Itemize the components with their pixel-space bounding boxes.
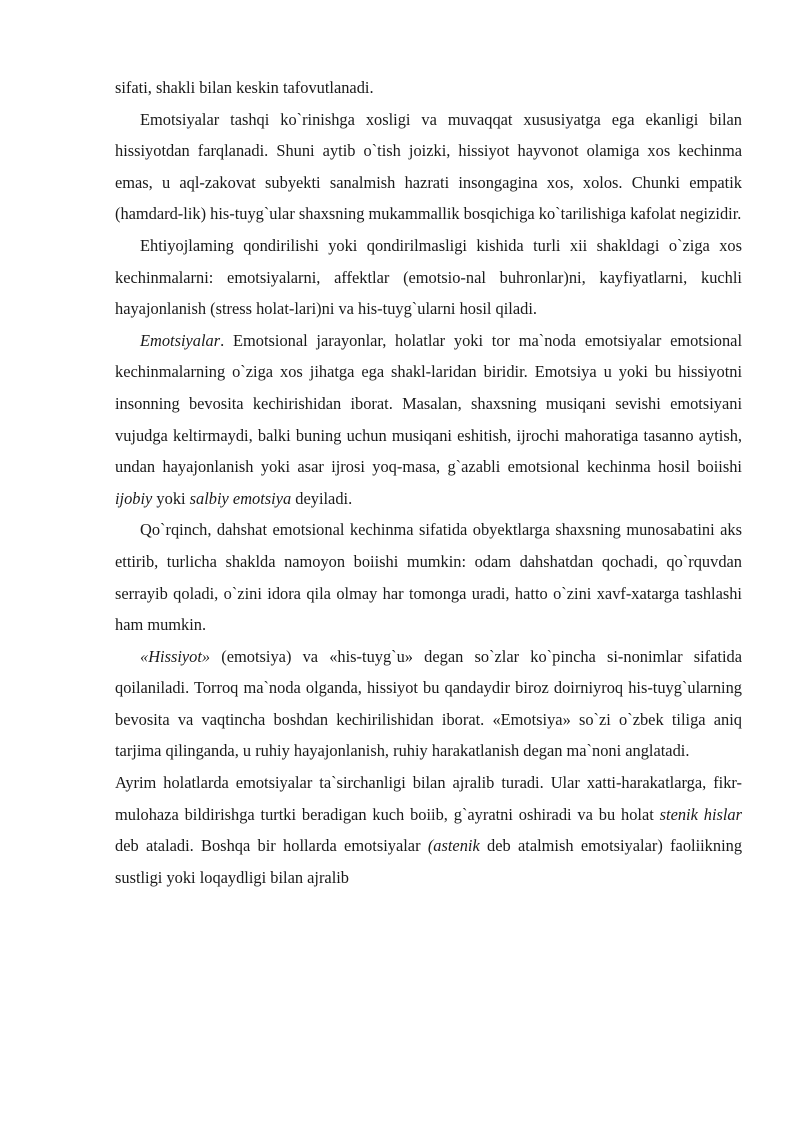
text-run: (emotsiya) va «his-tuyg`u» degan so`zlar ko`pincha si-nonimlar sifatida qoilaniladi. Torroq ma`noda olganda, hissiyot bu qandaydir biroz doirniyroq his-tuyg`ularning bevosita va vaqtincha boshdan kechirilishidan iborat. «Emotsiya» so`zi o`zbek tiliga aniq tarjima qilinganda, u ruhiy hayajonlanish, ruhiy harakatlanish degan ma`noni anglatadi. xyxy=(115,646,742,761)
paragraph xyxy=(115,767,742,893)
text-run: Emotsiyalar tashqi ko`rinishga xosligi va muvaqqat xususiyatga ega ekanligi bilan hissiyotdan farqlanadi. Shuni aytib o`tish joizki, hissiyot hayvonot olamiga xos kechinma emas, u aql-zakovat subyekti sanalmish hazrati insongagina xos, xolos. Chunki empatik (hamdard-lik) his-tuyg`ular shaxsning mukammallik bosqichiga ko`tarilishiga kafolat negizidir. xyxy=(115,109,742,224)
paragraph xyxy=(115,325,742,515)
text-run: Ayrim holatlarda emotsiyalar ta`sirchanligi bilan ajralib turadi. Ular xatti-harakatlarga, fikr-mulohaza bildirishga turtki beradigan kuch boiib, g`ayratni oshiradi va bu holat xyxy=(115,773,742,824)
text-run: Ehtiyojlaming qondirilishi yoki qondirilmasligi kishida turli xii shakldagi o`ziga xos kechinmalarni: emotsiyalarni, affektlar (emotsio-nal buhronlar)ni, kayfiyatlarni, kuchli hayajonlanish (stress holat-lari)ni va his-tuyg`ularni hosil qiladi. xyxy=(115,235,742,319)
text-run: deyiladi. xyxy=(291,488,353,508)
text-run: yoki xyxy=(152,488,190,508)
paragraph xyxy=(115,514,742,640)
text-run: Qo`rqinch, dahshat emotsional kechinma sifatida obyektlarga shaxsning munosabatini aks ettirib, turlicha shaklda namoyon boiishi mumkin: odam dahshatdan qochadi, qo`rquvdan serrayib qoladi, o`zini idora qila olmay har tomonga uradi, hatto o`zini xavf-xatarga tashlashi ham mumkin. xyxy=(115,520,742,635)
paragraph xyxy=(115,72,742,104)
paragraph xyxy=(115,104,742,230)
document-page xyxy=(115,72,742,893)
text-run: deb atalmish emotsiyalar) faoliikning sustligi yoki loqaydligi bilan ajralib xyxy=(115,836,743,887)
text-run: . Emotsional jarayonlar, holatlar yoki tor ma`noda emotsiyalar emotsional kechinmalarning o`ziga xos jihatga ega shakl-laridan biridir. Emotsiya u yoki bu hissiyotni insonning bevosita kechirishidan iborat. Masalan, shaxsning musiqani sevishi emotsiyani vujudga keltirmaydi, balki buning uchun musiqani eshitish, ijrochi mahoratiga tasanno aytish, undan hayajonlanish yoki asar ijrosi yoq-masa, g`azabli emotsional kechinma hosil boiishi xyxy=(115,330,742,477)
text-run: sifati, shakli bilan keskin tafovutlanadi. xyxy=(115,78,374,97)
italic-term: (astenik xyxy=(427,836,480,856)
italic-term: «Hissiyot» xyxy=(140,646,211,666)
paragraph xyxy=(115,230,742,325)
italic-term: Emotsiyalar xyxy=(140,330,221,350)
italic-term: salbiy emotsiya xyxy=(189,488,292,508)
italic-term: ijobiy xyxy=(115,488,153,508)
italic-term: stenik hislar xyxy=(659,804,743,824)
text-run: deb ataladi. Boshqa bir hollarda emotsiyalar xyxy=(115,836,428,856)
paragraph xyxy=(115,641,742,767)
